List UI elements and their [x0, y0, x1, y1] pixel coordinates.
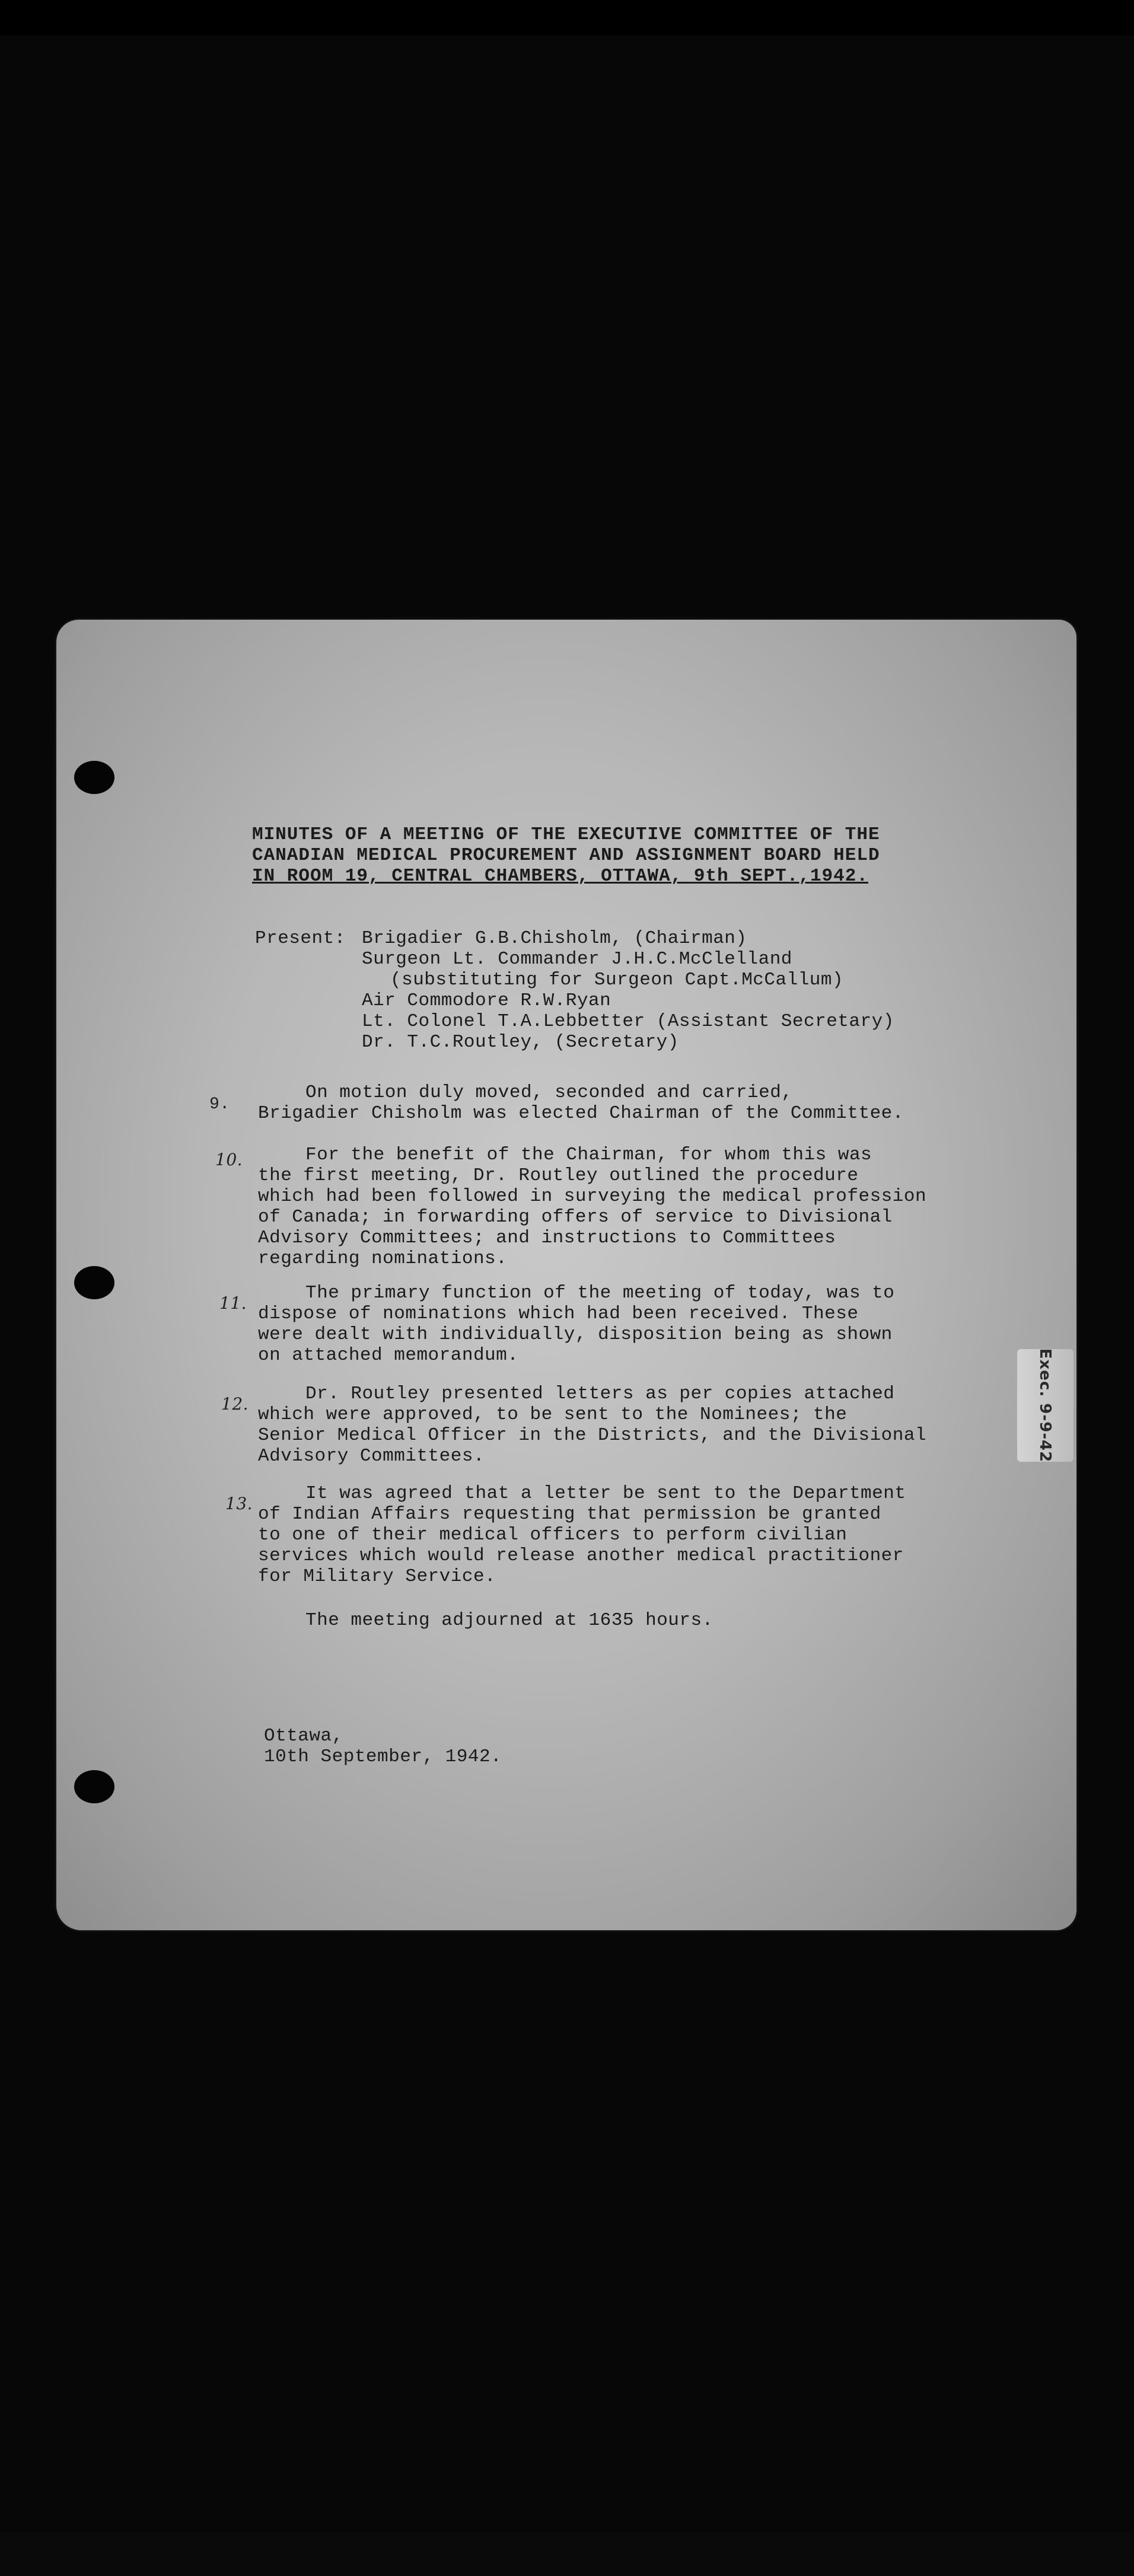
item-line: to one of their medical officers to perform civilian: [258, 1525, 848, 1545]
item-number: 12.: [221, 1394, 249, 1414]
heading-line-2: CANADIAN MEDICAL PROCUREMENT AND ASSIGNMENT BOARD HELD: [252, 845, 880, 866]
punch-hole-top: [74, 761, 114, 794]
attendee: Brigadier G.B.Chisholm, (Chairman): [362, 928, 747, 949]
item-line: of Indian Affairs requesting that permission be granted: [258, 1504, 881, 1525]
adjournment-note: The meeting adjourned at 1635 hours.: [305, 1610, 713, 1631]
item-line: On motion duly moved, seconded and carried,: [305, 1082, 793, 1103]
item-line: of Canada; in forwarding offers of service to Divisional: [258, 1207, 893, 1228]
attendee: Air Commodore R.W.Ryan: [362, 990, 611, 1011]
signoff: [264, 1726, 502, 1767]
attendee: Lt. Colonel T.A.Lebbetter (Assistant Secretary): [362, 1011, 894, 1032]
item-number: 11.: [219, 1293, 247, 1313]
item-number: 13.: [225, 1494, 253, 1513]
signoff-date: 10th September, 1942.: [264, 1746, 502, 1767]
item-line: Senior Medical Officer in the Districts, and the Divisional: [258, 1425, 927, 1446]
item-line: were dealt with individually, disposition being as shown: [258, 1324, 893, 1345]
archive-tab-label: Exec. 9-9-42: [1036, 1348, 1055, 1463]
attendee-note: (substituting for Surgeon Capt.McCallum): [390, 970, 844, 990]
punch-hole-bottom: [74, 1770, 114, 1803]
item-line: the first meeting, Dr. Routley outlined the procedure: [258, 1165, 859, 1186]
minutes-heading: [252, 824, 880, 887]
item-number: 9.: [209, 1095, 230, 1114]
film-top-edge: [0, 0, 1134, 36]
attendee: Dr. T.C.Routley, (Secretary): [362, 1032, 679, 1053]
item-line: which had been followed in surveying the medical profession: [258, 1186, 927, 1207]
item-line: for Military Service.: [258, 1566, 496, 1587]
signoff-place: Ottawa,: [264, 1726, 343, 1746]
item-number: 10.: [215, 1150, 243, 1169]
item-line: regarding nominations.: [258, 1248, 508, 1269]
item-line: Dr. Routley presented letters as per copies attached: [305, 1383, 895, 1404]
document-page: [56, 620, 1076, 1930]
heading-line-1: MINUTES OF A MEETING OF THE EXECUTIVE COMMITTEE OF THE: [252, 824, 880, 845]
item-line: dispose of nominations which had been received. These: [258, 1303, 859, 1324]
attendee: Surgeon Lt. Commander J.H.C.McClelland: [362, 949, 792, 970]
minute-item-10: [258, 1144, 926, 1269]
item-line: It was agreed that a letter be sent to the Department: [305, 1483, 906, 1504]
item-line: Advisory Committees.: [258, 1446, 485, 1466]
minute-item-11: [258, 1283, 894, 1366]
minute-item-12: [258, 1383, 926, 1466]
item-line: which were approved, to be sent to the Nominees; the: [258, 1404, 848, 1425]
item-line: on attached memorandum.: [258, 1345, 519, 1366]
heading-line-3: IN ROOM 19, CENTRAL CHAMBERS, OTTAWA, 9th SEPT.,1942.: [252, 866, 868, 887]
archive-tab: [1017, 1349, 1074, 1462]
minute-item-13: [258, 1483, 906, 1587]
item-line: Brigadier Chisholm was elected Chairman of the Committee.: [258, 1103, 904, 1124]
item-line: Advisory Committees; and instructions to Committees: [258, 1228, 836, 1248]
item-line: The primary function of the meeting of today, was to: [305, 1283, 895, 1303]
film-bottom-edge: [0, 2532, 1134, 2576]
item-line: For the benefit of the Chairman, for whom this was: [305, 1144, 872, 1165]
item-line: services which would release another medical practitioner: [258, 1545, 904, 1566]
present-label: Present:: [255, 928, 346, 949]
attendees-list: [362, 928, 894, 1053]
minute-item-9: [258, 1082, 904, 1124]
punch-hole-middle: [74, 1266, 114, 1299]
